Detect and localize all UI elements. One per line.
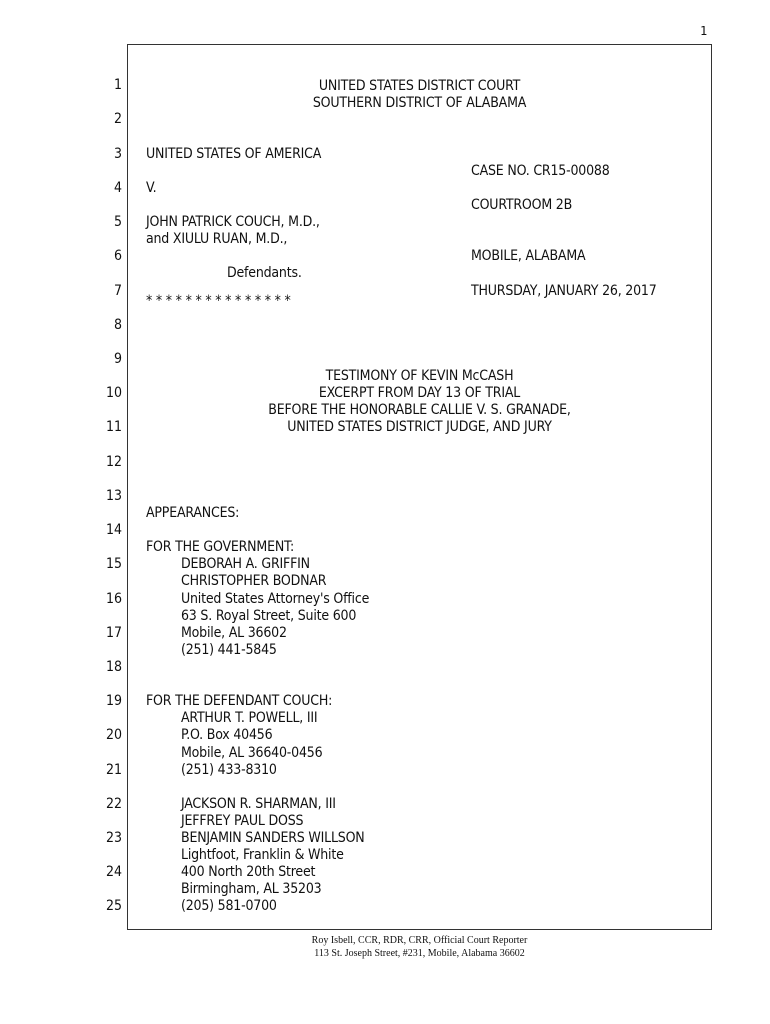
line-number: 4	[113, 180, 122, 196]
counsel-line: DEBORAH A. GRIFFIN	[181, 556, 310, 572]
line-number: 9	[113, 351, 122, 367]
court-name: UNITED STATES DISTRICT COURT	[318, 78, 521, 94]
line-number: 25	[105, 898, 122, 914]
line-number: 18	[105, 659, 122, 675]
line-number: 15	[105, 556, 122, 572]
defendant-name-2: and XIULU RUAN, M.D.,	[146, 231, 288, 247]
excerpt-title: EXCERPT FROM DAY 13 OF TRIAL	[318, 385, 521, 401]
counsel-line: Lightfoot, Franklin & White	[181, 847, 344, 863]
page-number: 1	[700, 24, 708, 38]
line-number: 13	[105, 488, 122, 504]
judge-line: BEFORE THE HONORABLE CALLIE V. S. GRANADE,	[268, 402, 571, 418]
line-number: 22	[105, 796, 122, 812]
counsel-line: P.O. Box 40456	[181, 727, 273, 743]
line-number: 21	[105, 762, 122, 778]
counsel-line: BENJAMIN SANDERS WILLSON	[181, 830, 365, 846]
case-number: CASE NO. CR15-00088	[471, 163, 610, 179]
line-number: 17	[105, 625, 122, 641]
line-number: 1	[113, 77, 122, 93]
counsel-line: 63 S. Royal Street, Suite 600	[181, 608, 357, 624]
line-number: 3	[113, 146, 122, 162]
counsel-line: ARTHUR T. POWELL, III	[181, 710, 318, 726]
counsel-line: CHRISTOPHER BODNAR	[181, 573, 327, 589]
hearing-date: THURSDAY, JANUARY 26, 2017	[471, 283, 657, 299]
courtroom: COURTROOM 2B	[471, 197, 573, 213]
defendants-label: Defendants.	[227, 265, 302, 281]
court-district: SOUTHERN DISTRICT OF ALABAMA	[312, 95, 527, 111]
line-number: 10	[105, 385, 122, 401]
government-label: FOR THE GOVERNMENT:	[146, 539, 295, 555]
counsel-line: JEFFREY PAUL DOSS	[181, 813, 304, 829]
line-number: 6	[113, 248, 122, 264]
counsel-line: (205) 581-0700	[181, 898, 277, 914]
versus-text: V.	[146, 180, 157, 196]
line-number: 23	[105, 830, 122, 846]
line-number: 16	[105, 591, 122, 607]
line-number: 8	[113, 317, 122, 333]
counsel-line: (251) 433-8310	[181, 762, 277, 778]
counsel-line: United States Attorney's Office	[181, 591, 370, 607]
counsel-line: Mobile, AL 36602	[181, 625, 287, 641]
defendant-name-1: JOHN PATRICK COUCH, M.D.,	[146, 214, 320, 230]
plaintiff-name: UNITED STATES OF AMERICA	[146, 146, 322, 162]
judge-title-line: UNITED STATES DISTRICT JUDGE, AND JURY	[287, 419, 552, 435]
caption-stars: * * * * * * * * * * * * * * *	[146, 293, 291, 309]
reporter-address: 113 St. Joseph Street, #231, Mobile, Alabama 36602	[314, 948, 525, 959]
line-number: 5	[113, 214, 122, 230]
counsel-line: Birmingham, AL 35203	[181, 881, 322, 897]
defendant-couch-label: FOR THE DEFENDANT COUCH:	[146, 693, 333, 709]
line-number: 24	[105, 864, 122, 880]
line-number: 12	[105, 454, 122, 470]
counsel-line: Mobile, AL 36640-0456	[181, 745, 323, 761]
location: MOBILE, ALABAMA	[471, 248, 586, 264]
appearances-heading: APPEARANCES:	[146, 505, 240, 521]
line-number: 7	[113, 283, 122, 299]
counsel-line: JACKSON R. SHARMAN, III	[181, 796, 336, 812]
line-number: 19	[105, 693, 122, 709]
line-number: 2	[113, 111, 122, 127]
testimony-title: TESTIMONY OF KEVIN McCASH	[325, 368, 514, 384]
line-number: 11	[105, 419, 122, 435]
counsel-line: (251) 441-5845	[181, 642, 277, 658]
line-number: 20	[105, 727, 122, 743]
reporter-footer: Roy Isbell, CCR, RDR, CRR, Official Court Reporter	[311, 935, 528, 946]
line-number: 14	[105, 522, 122, 538]
counsel-line: 400 North 20th Street	[181, 864, 316, 880]
